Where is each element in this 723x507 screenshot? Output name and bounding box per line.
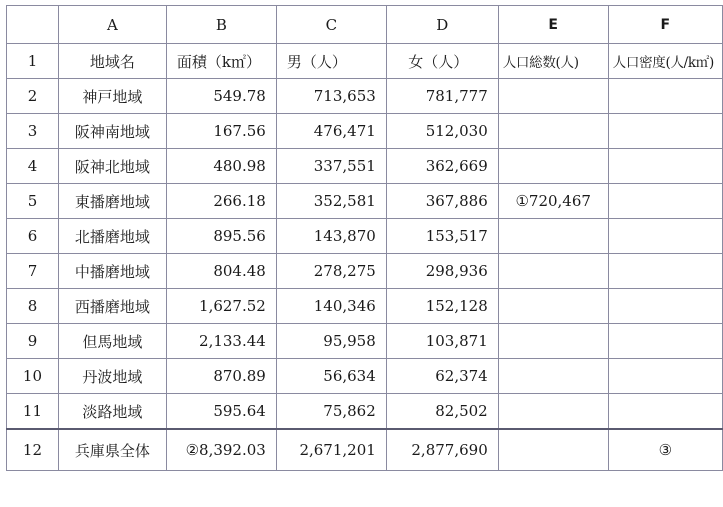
column-header-row	[7, 6, 723, 44]
header-cell-density[interactable]: 人口密度(人/k㎡)	[608, 44, 722, 79]
cell-male[interactable]: 278,275	[276, 254, 386, 289]
corner-cell[interactable]	[7, 6, 59, 44]
cell-region-name[interactable]: 西播磨地域	[58, 289, 166, 324]
cell-male[interactable]: 143,870	[276, 219, 386, 254]
row-number[interactable]: 11	[7, 394, 59, 430]
cell-region-name[interactable]: 中播磨地域	[58, 254, 166, 289]
cell-female[interactable]: 82,502	[386, 394, 498, 430]
header-cell-female[interactable]: 女（人）	[386, 44, 498, 79]
cell-total-population[interactable]	[498, 79, 608, 114]
cell-population-density[interactable]	[608, 149, 722, 184]
cell-population-density[interactable]	[608, 289, 722, 324]
cell-female[interactable]: 62,374	[386, 359, 498, 394]
table-row	[7, 79, 723, 114]
row-number[interactable]: 8	[7, 289, 59, 324]
cell-female[interactable]: 103,871	[386, 324, 498, 359]
cell-area[interactable]: 1,627.52	[166, 289, 276, 324]
cell-population-density[interactable]	[608, 114, 722, 149]
row-number[interactable]: 3	[7, 114, 59, 149]
column-header-d[interactable]: D	[386, 6, 498, 44]
table-row	[7, 324, 723, 359]
cell-population-density[interactable]	[608, 359, 722, 394]
cell-region-name[interactable]: 阪神南地域	[58, 114, 166, 149]
row-number[interactable]: 12	[7, 429, 59, 471]
cell-female[interactable]: 153,517	[386, 219, 498, 254]
cell-region-name[interactable]: 東播磨地域	[58, 184, 166, 219]
cell-region-name[interactable]: 但馬地域	[58, 324, 166, 359]
cell-area[interactable]: ②8,392.03	[166, 429, 276, 471]
cell-region-name[interactable]: 神戸地域	[58, 79, 166, 114]
cell-area[interactable]: 804.48	[166, 254, 276, 289]
column-header-b[interactable]: B	[166, 6, 276, 44]
table-row	[7, 429, 723, 471]
cell-total-population[interactable]	[498, 114, 608, 149]
cell-region-name[interactable]: 兵庫県全体	[58, 429, 166, 471]
cell-area[interactable]: 870.89	[166, 359, 276, 394]
cell-male[interactable]: 95,958	[276, 324, 386, 359]
cell-total-population[interactable]	[498, 394, 608, 430]
column-header-f[interactable]: F	[608, 6, 722, 44]
cell-female[interactable]: 152,128	[386, 289, 498, 324]
cell-area[interactable]: 266.18	[166, 184, 276, 219]
cell-region-name[interactable]: 阪神北地域	[58, 149, 166, 184]
cell-total-population[interactable]	[498, 254, 608, 289]
cell-male[interactable]: 2,671,201	[276, 429, 386, 471]
row-number[interactable]: 1	[7, 44, 59, 79]
cell-male[interactable]: 56,634	[276, 359, 386, 394]
table-row	[7, 219, 723, 254]
cell-total-population[interactable]	[498, 289, 608, 324]
row-number[interactable]: 5	[7, 184, 59, 219]
cell-population-density[interactable]: ③	[608, 429, 722, 471]
cell-population-density[interactable]	[608, 184, 722, 219]
cell-population-density[interactable]	[608, 394, 722, 430]
column-header-c[interactable]: C	[276, 6, 386, 44]
table-row	[7, 254, 723, 289]
cell-area[interactable]: 480.98	[166, 149, 276, 184]
cell-female[interactable]: 2,877,690	[386, 429, 498, 471]
cell-total-population[interactable]	[498, 219, 608, 254]
table-row	[7, 184, 723, 219]
cell-male[interactable]: 476,471	[276, 114, 386, 149]
cell-female[interactable]: 367,886	[386, 184, 498, 219]
column-header-e[interactable]: E	[498, 6, 608, 44]
cell-area[interactable]: 549.78	[166, 79, 276, 114]
cell-female[interactable]: 512,030	[386, 114, 498, 149]
table-row	[7, 289, 723, 324]
cell-total-population[interactable]: ①720,467	[498, 184, 608, 219]
column-header-a[interactable]: A	[58, 6, 166, 44]
row-number[interactable]: 10	[7, 359, 59, 394]
cell-area[interactable]: 895.56	[166, 219, 276, 254]
row-number[interactable]: 4	[7, 149, 59, 184]
table-row	[7, 394, 723, 430]
row-number[interactable]: 9	[7, 324, 59, 359]
table-row	[7, 359, 723, 394]
row-number[interactable]: 7	[7, 254, 59, 289]
table-row	[7, 114, 723, 149]
cell-area[interactable]: 2,133.44	[166, 324, 276, 359]
cell-total-population[interactable]	[498, 429, 608, 471]
cell-female[interactable]: 298,936	[386, 254, 498, 289]
row-number[interactable]: 2	[7, 79, 59, 114]
cell-female[interactable]: 362,669	[386, 149, 498, 184]
cell-region-name[interactable]: 淡路地域	[58, 394, 166, 430]
cell-population-density[interactable]	[608, 219, 722, 254]
row-number[interactable]: 6	[7, 219, 59, 254]
cell-total-population[interactable]	[498, 359, 608, 394]
cell-population-density[interactable]	[608, 254, 722, 289]
table-header-row	[7, 44, 723, 79]
header-cell-region[interactable]: 地域名	[58, 44, 166, 79]
cell-female[interactable]: 781,777	[386, 79, 498, 114]
header-cell-total[interactable]: 人口総数(人)	[498, 44, 608, 79]
cell-population-density[interactable]	[608, 79, 722, 114]
cell-region-name[interactable]: 北播磨地域	[58, 219, 166, 254]
cell-total-population[interactable]	[498, 324, 608, 359]
cell-male[interactable]: 140,346	[276, 289, 386, 324]
cell-male[interactable]: 337,551	[276, 149, 386, 184]
header-cell-area[interactable]: 面積（k㎡）	[166, 44, 276, 79]
spreadsheet-table	[6, 5, 723, 471]
cell-male[interactable]: 352,581	[276, 184, 386, 219]
table-row	[7, 149, 723, 184]
cell-area[interactable]: 595.64	[166, 394, 276, 430]
cell-region-name[interactable]: 丹波地域	[58, 359, 166, 394]
header-cell-male[interactable]: 男（人）	[276, 44, 386, 79]
cell-total-population[interactable]	[498, 149, 608, 184]
cell-male[interactable]: 713,653	[276, 79, 386, 114]
cell-area[interactable]: 167.56	[166, 114, 276, 149]
cell-male[interactable]: 75,862	[276, 394, 386, 430]
cell-population-density[interactable]	[608, 324, 722, 359]
